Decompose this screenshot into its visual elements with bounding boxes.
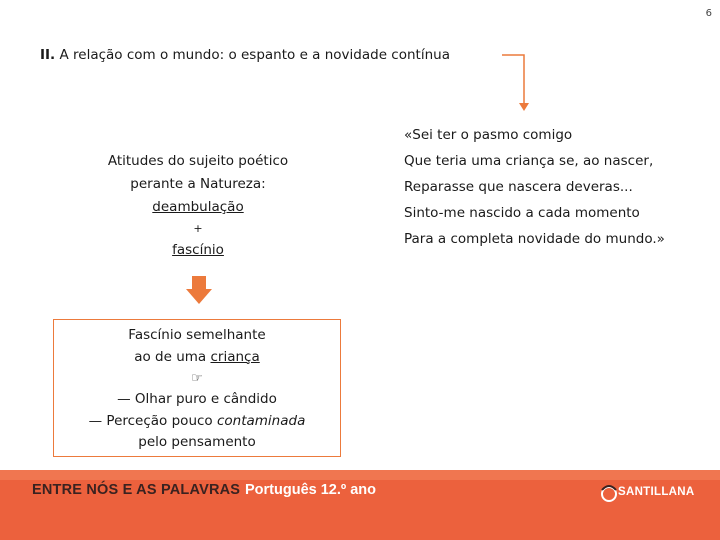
attitudes-block	[88, 150, 308, 262]
fascination-item3: pelo pensamento	[138, 434, 256, 450]
poem-quote	[404, 122, 665, 252]
attitudes-term-deambulacao: deambulação	[152, 199, 244, 215]
attitudes-term-fascinio: fascínio	[172, 242, 224, 258]
fascination-line1: Fascínio semelhante	[128, 327, 266, 343]
footer-subject: Português 12.º ano	[245, 482, 376, 498]
attitudes-line2: perante a Natureza:	[130, 176, 266, 192]
section-title	[40, 47, 450, 63]
attitudes-plus: +	[193, 222, 203, 235]
fascination-child-term: criança	[210, 348, 260, 365]
poem-line: Sinto-me nascido a cada momento	[404, 205, 640, 221]
poem-line: Que teria uma criança se, ao nascer,	[404, 153, 654, 169]
connector-arrow-icon	[500, 53, 540, 113]
fascination-item2	[54, 411, 340, 433]
page-number: 6	[705, 8, 712, 19]
poem-line: Reparasse que nascera deveras...	[404, 179, 633, 195]
fascination-line2	[54, 347, 340, 369]
footer-bar	[0, 470, 720, 540]
section-numeral: II.	[40, 47, 56, 63]
pointing-hand-icon: ☞	[191, 371, 203, 386]
fascination-item2-italic: contaminada	[216, 412, 306, 429]
down-arrow-icon	[186, 276, 212, 304]
fascination-box	[53, 319, 341, 457]
attitudes-line1: Atitudes do sujeito poético	[107, 153, 289, 169]
fascination-item1: — Olhar puro e cândido	[117, 391, 277, 407]
footer-title: ENTRE NÓS E AS PALAVRAS	[32, 482, 241, 498]
poem-line: Para a completa novidade do mundo.»	[404, 231, 665, 247]
footer-brand: SANTILLANA	[618, 486, 695, 498]
poem-line: «Sei ter o pasmo comigo	[404, 127, 573, 143]
fascination-item2-prefix: — Perceção pouco	[88, 412, 217, 429]
fascination-line2-prefix: ao de uma	[134, 348, 211, 365]
section-title-text: A relação com o mundo: o espanto e a novidade contínua	[59, 47, 450, 63]
